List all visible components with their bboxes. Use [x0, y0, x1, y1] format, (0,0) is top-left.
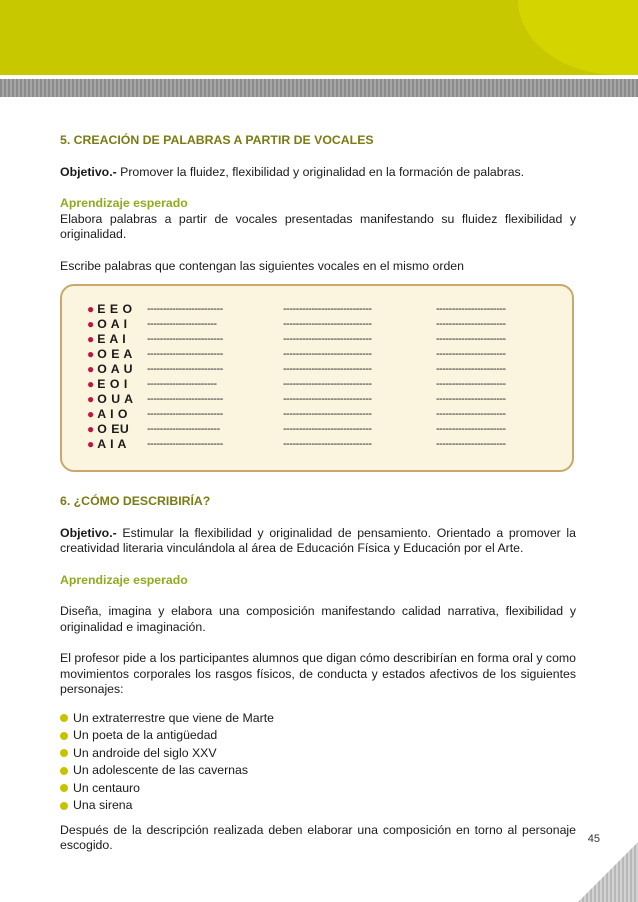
- answer-line-2: ----------------------------: [283, 333, 372, 345]
- red-bullet-icon: ●: [87, 407, 95, 421]
- character-name: Un extraterrestre que viene de Marte: [73, 710, 274, 725]
- page-number: 45: [587, 833, 600, 845]
- answer-line-3: ----------------------: [436, 423, 506, 435]
- vowel-row: [87, 302, 572, 317]
- vowel-row: [87, 347, 572, 362]
- vowel-label: O A U: [97, 362, 133, 376]
- answer-line-1: ------------------------: [147, 363, 223, 375]
- header-stripe: [0, 79, 638, 97]
- answer-line-1: ----------------------: [147, 318, 217, 330]
- vowel-label: O EU: [97, 422, 130, 436]
- list-item: [60, 745, 576, 763]
- section6-expected-label: Aprendizaje esperado: [60, 572, 188, 587]
- answer-line-3: ----------------------: [436, 393, 506, 405]
- list-item: [60, 762, 576, 780]
- answer-line-3: ----------------------: [436, 318, 506, 330]
- section5-objective-text: Promover la fluidez, flexibilidad y originalidad en la formación de palabras.: [116, 164, 525, 179]
- yellow-bullet-icon: [60, 784, 68, 792]
- section5-instruction: Escribe palabras que contengan las siguientes vocales en el mismo orden: [60, 258, 464, 273]
- answer-line-3: ----------------------: [436, 438, 506, 450]
- section6-objective-label: Objetivo.-: [60, 525, 117, 540]
- answer-line-1: ------------------------: [147, 408, 223, 420]
- red-bullet-icon: ●: [87, 377, 95, 391]
- character-name: Un androide del siglo XXV: [73, 745, 217, 760]
- answer-line-3: ----------------------: [436, 363, 506, 375]
- section6-title: 6. ¿CÓMO DESCRIBIRÍA?: [60, 494, 211, 508]
- header-band: [0, 0, 638, 75]
- vowel-row: [87, 377, 572, 392]
- yellow-bullet-icon: [60, 714, 68, 722]
- vowel-label: O A I: [97, 317, 128, 331]
- yellow-bullet-icon: [60, 732, 68, 740]
- answer-line-1: ------------------------: [147, 348, 223, 360]
- section5-expected-label: Aprendizaje esperado: [60, 196, 188, 210]
- list-item: [60, 797, 576, 815]
- answer-line-1: ----------------------: [147, 378, 217, 390]
- section6-objective-text: Estimular la flexibilidad y originalidad de pensamiento. Orientado a promover la creatividad literaria vinculándola al área de Educación Física y Educación por el Arte.: [60, 525, 576, 555]
- vowel-label: E A I: [97, 332, 127, 346]
- answer-line-2: ----------------------------: [283, 348, 372, 360]
- red-bullet-icon: ●: [87, 347, 95, 361]
- vowel-row: [87, 362, 572, 377]
- answer-line-1: ------------------------: [147, 303, 223, 315]
- yellow-bullet-icon: [60, 749, 68, 757]
- answer-line-3: ----------------------: [436, 348, 506, 360]
- vowel-box: [60, 284, 574, 472]
- vowel-label: E E O: [97, 302, 133, 316]
- vowel-row: [87, 317, 572, 332]
- red-bullet-icon: ●: [87, 332, 95, 346]
- answer-line-2: ----------------------------: [283, 408, 372, 420]
- vowel-label: A I O: [97, 407, 128, 421]
- header-curve: [518, 0, 638, 75]
- section5-objective-label: Objetivo.-: [60, 164, 117, 179]
- page-content: [60, 133, 576, 854]
- section6-closing: Después de la descripción realizada deben elaborar una composición en torno al personaje escogido.: [60, 822, 576, 852]
- section5-title: 5. CREACIÓN DE PALABRAS A PARTIR DE VOCALES: [60, 133, 374, 147]
- answer-line-1: ------------------------: [147, 438, 223, 450]
- list-item: [60, 710, 576, 728]
- character-name: Un centauro: [73, 780, 140, 795]
- red-bullet-icon: ●: [87, 362, 95, 376]
- section5-objective: [60, 165, 576, 181]
- answer-line-2: ----------------------------: [283, 423, 372, 435]
- answer-line-3: ----------------------: [436, 303, 506, 315]
- vowel-row: [87, 437, 572, 452]
- section6-expected-text: Diseña, imagina y elabora una composición manifestando calidad narrativa, flexibilidad y originalidad e imaginación.: [60, 604, 576, 634]
- answer-line-3: ----------------------: [436, 333, 506, 345]
- character-list: [60, 710, 576, 815]
- list-item: [60, 727, 576, 745]
- answer-line-2: ----------------------------: [283, 438, 372, 450]
- answer-line-3: ----------------------: [436, 378, 506, 390]
- vowel-label: O E A: [97, 347, 133, 361]
- answer-line-1: -----------------------: [147, 423, 220, 435]
- answer-line-1: ------------------------: [147, 333, 223, 345]
- vowel-label: E O I: [97, 377, 128, 391]
- list-item: [60, 780, 576, 798]
- answer-line-2: ----------------------------: [283, 318, 372, 330]
- character-name: Un poeta de la antigüedad: [73, 728, 218, 742]
- section6-intro: El profesor pide a los participantes alumnos que digan cómo describirían en forma oral y como movimientos corporales los rasgos físicos, de conducta y estados afectivos de los siguientes personajes:: [60, 651, 576, 696]
- red-bullet-icon: ●: [87, 317, 95, 331]
- section5-expected-text: Elabora palabras a partir de vocales presentadas manifestando su fluidez flexibilidad y originalidad.: [60, 211, 576, 241]
- answer-line-2: ----------------------------: [283, 378, 372, 390]
- answer-line-3: ----------------------: [436, 408, 506, 420]
- vowel-row: [87, 392, 572, 407]
- vowel-row: [87, 332, 572, 347]
- answer-line-1: ------------------------: [147, 393, 223, 405]
- vowel-row: [87, 422, 572, 437]
- vowel-row: [87, 407, 572, 422]
- section6-objective: [60, 526, 576, 557]
- red-bullet-icon: ●: [87, 392, 95, 406]
- yellow-bullet-icon: [60, 802, 68, 810]
- answer-line-2: ----------------------------: [283, 393, 372, 405]
- corner-decoration: [578, 842, 638, 902]
- red-bullet-icon: ●: [87, 437, 95, 451]
- answer-line-2: ----------------------------: [283, 363, 372, 375]
- yellow-bullet-icon: [60, 767, 68, 775]
- character-name: Un adolescente de las cavernas: [73, 763, 248, 777]
- vowel-label: A I A: [97, 437, 127, 451]
- red-bullet-icon: ●: [87, 422, 95, 436]
- red-bullet-icon: ●: [87, 302, 95, 316]
- character-name: Una sirena: [73, 798, 133, 812]
- vowel-label: O U A: [97, 392, 134, 406]
- answer-line-2: ----------------------------: [283, 303, 372, 315]
